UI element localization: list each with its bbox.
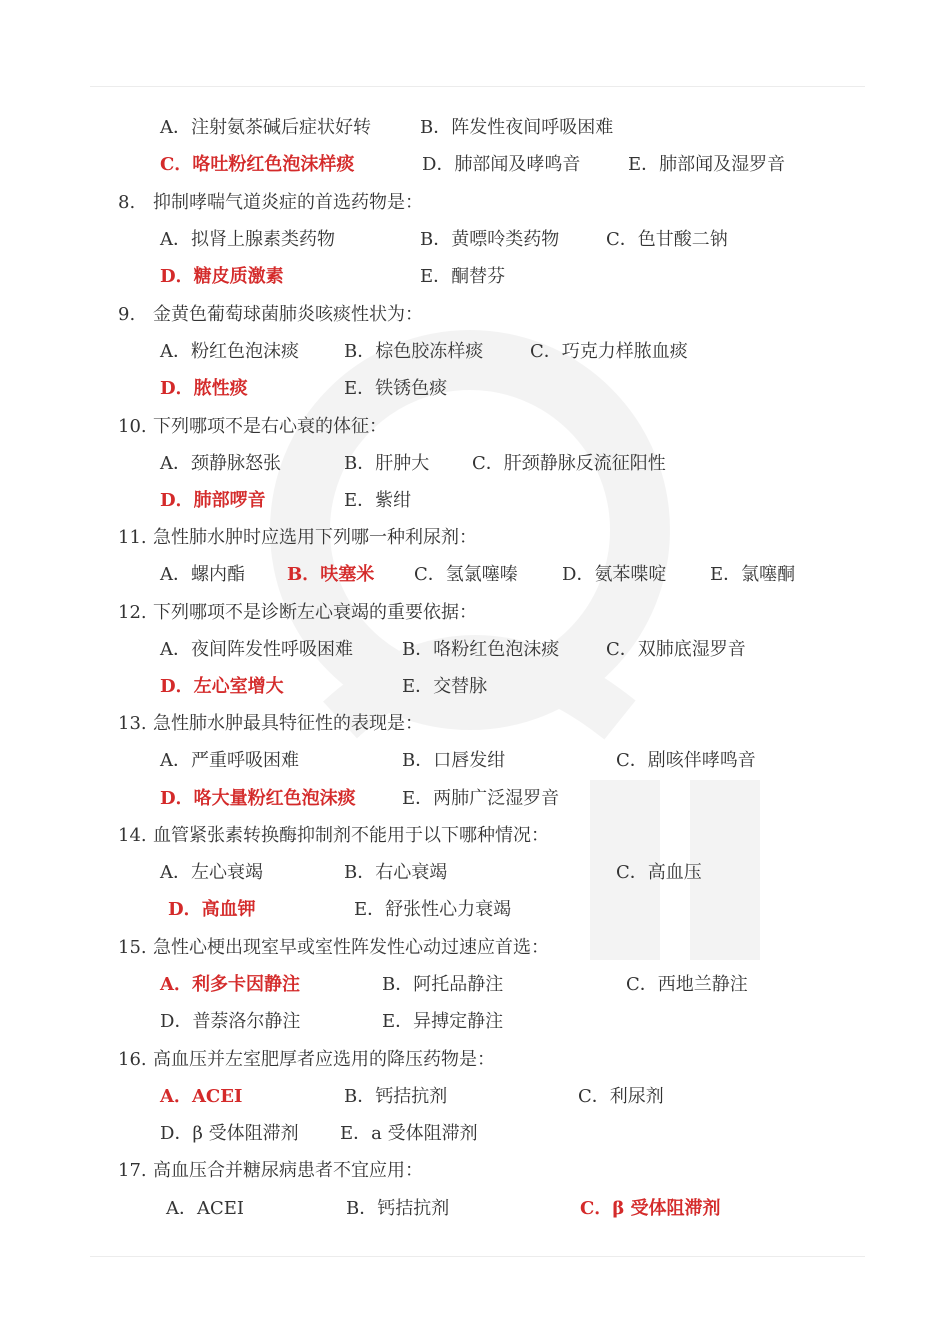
option-row	[0, 967, 950, 1003]
option-row	[0, 110, 950, 146]
answer-option: E．两肺广泛湿罗音	[402, 788, 560, 809]
correct-answer-option: A．ACEI	[160, 1086, 243, 1107]
option-text: ACEI	[197, 1198, 245, 1219]
option-text: 呋塞米	[320, 564, 375, 585]
option-letter: B	[402, 639, 416, 660]
answer-option: B．右心衰竭	[344, 862, 448, 883]
option-text: 注射氨茶碱后症状好转	[191, 117, 371, 138]
option-text: ACEI	[191, 1086, 243, 1107]
option-letter: A	[160, 453, 173, 474]
answer-option: E．异搏定静注	[382, 1011, 504, 1032]
question-row	[0, 297, 950, 333]
option-text: 肝颈静脉反流征阳性	[503, 453, 666, 474]
answer-option: C．西地兰静注	[626, 974, 748, 995]
answer-option: A．ACEI	[166, 1198, 245, 1219]
question-number: 10.	[118, 416, 147, 437]
option-text: β 受体阻滞剂	[192, 1123, 299, 1144]
option-text: 交替脉	[433, 676, 488, 697]
option-text: 口唇发绀	[433, 750, 506, 771]
option-row	[0, 222, 950, 258]
answer-option: B．钙拮抗剂	[346, 1198, 450, 1219]
option-text: 粉红色泡沫痰	[191, 341, 299, 362]
option-letter: E	[628, 154, 642, 175]
option-text: 钙拮抗剂	[377, 1198, 450, 1219]
option-letter: D	[160, 1011, 175, 1032]
option-text: 阵发性夜间呼吸困难	[451, 117, 614, 138]
option-text: 紫绀	[375, 490, 412, 511]
option-text: 利多卡因静注	[191, 974, 300, 995]
option-text: 右心衰竭	[375, 862, 448, 883]
option-letter: C	[606, 229, 620, 250]
option-text: 拟肾上腺素类药物	[191, 229, 335, 250]
option-letter: B	[382, 974, 396, 995]
answer-option: B．钙拮抗剂	[344, 1086, 448, 1107]
option-text: 棕色胶冻样痰	[375, 341, 484, 362]
option-row	[0, 781, 950, 817]
option-letter: B	[344, 862, 358, 883]
question-text: 急性肺水肿最具特征性的表现是：	[153, 713, 423, 734]
option-text: 脓性痰	[193, 378, 248, 399]
answer-option: A．螺内酯	[160, 564, 245, 585]
question-text: 下列哪项不是诊断左心衰竭的重要依据：	[153, 602, 477, 623]
option-letter: D	[168, 899, 184, 920]
correct-answer-option: D．糖皮质激素	[160, 266, 284, 287]
option-text: 螺内酯	[191, 564, 245, 585]
option-row	[0, 334, 950, 370]
question-number: 11.	[118, 527, 147, 548]
option-text: 利尿剂	[609, 1086, 664, 1107]
option-text: 颈静脉怒张	[191, 453, 281, 474]
option-row	[0, 855, 950, 891]
option-letter: A	[166, 1198, 179, 1219]
option-letter: D	[160, 490, 176, 511]
option-text: 钙拮抗剂	[375, 1086, 448, 1107]
option-letter: E	[382, 1011, 396, 1032]
option-letter: B	[402, 750, 416, 771]
option-letter: D	[160, 676, 176, 697]
option-text: 氨苯喋啶	[594, 564, 667, 585]
option-text: 咯粉红色泡沫痰	[433, 639, 560, 660]
option-text: 肝肿大	[375, 453, 430, 474]
option-text: 肺部闻及哮鸣音	[454, 154, 581, 175]
option-text: 异搏定静注	[413, 1011, 504, 1032]
question-number: 13.	[118, 713, 147, 734]
option-row	[0, 1191, 950, 1227]
option-letter: B	[287, 564, 303, 585]
answer-option: E．交替脉	[402, 676, 488, 697]
question-row	[0, 930, 950, 966]
correct-answer-option: D．肺部啰音	[160, 490, 266, 511]
option-letter: A	[160, 341, 173, 362]
answer-option: C．氢氯噻嗪	[414, 564, 518, 585]
option-letter: A	[160, 974, 174, 995]
option-letter: C	[530, 341, 544, 362]
option-text: 氢氯噻嗪	[445, 564, 518, 585]
option-text: 肺部啰音	[193, 490, 266, 511]
answer-option: C．巧克力样脓血痰	[530, 341, 688, 362]
option-text: 氯噻酮	[741, 564, 796, 585]
option-row	[0, 259, 950, 295]
bottom-divider	[90, 1256, 865, 1257]
question-row	[0, 409, 950, 445]
correct-answer-option: D．咯大量粉红色泡沫痰	[160, 788, 356, 809]
option-letter: A	[160, 117, 173, 138]
option-letter: A	[160, 639, 173, 660]
question-text: 高血压并左室肥厚者应选用的降压药物是：	[153, 1049, 495, 1070]
option-letter: E	[344, 378, 358, 399]
answer-option: E．铁锈色痰	[344, 378, 448, 399]
answer-option: E．舒张性心力衰竭	[354, 899, 512, 920]
option-text: 西地兰静注	[657, 974, 748, 995]
answer-option: A．粉红色泡沫痰	[160, 341, 299, 362]
question-text: 下列哪项不是右心衰的体征：	[153, 416, 387, 437]
option-text: 咯大量粉红色泡沫痰	[193, 788, 356, 809]
option-letter: E	[420, 266, 434, 287]
question-text: 急性心梗出现室早或室性阵发性心动过速应首选：	[153, 937, 549, 958]
question-number: 17.	[118, 1160, 147, 1181]
answer-option: B．咯粉红色泡沫痰	[402, 639, 560, 660]
option-letter: D	[160, 378, 176, 399]
option-letter: C	[616, 862, 630, 883]
answer-option: A．夜间阵发性呼吸困难	[160, 639, 353, 660]
option-row	[0, 743, 950, 779]
correct-answer-option: A．利多卡因静注	[160, 974, 300, 995]
answer-option: A．拟肾上腺素类药物	[160, 229, 335, 250]
answer-option: A．注射氨茶碱后症状好转	[160, 117, 371, 138]
option-letter: C	[472, 453, 486, 474]
option-row	[0, 632, 950, 668]
option-letter: E	[354, 899, 368, 920]
question-row	[0, 1042, 950, 1078]
option-letter: A	[160, 1086, 174, 1107]
option-text: β 受体阻滞剂	[612, 1198, 721, 1219]
option-letter: A	[160, 750, 173, 771]
option-text: 阿托品静注	[413, 974, 504, 995]
answer-option: C．双肺底湿罗音	[606, 639, 746, 660]
option-letter: A	[160, 564, 173, 585]
option-text: 高血钾	[201, 899, 256, 920]
question-text: 抑制哮喘气道炎症的首选药物是：	[153, 192, 423, 213]
option-text: 左心衰竭	[191, 862, 263, 883]
option-text: 舒张性心力衰竭	[385, 899, 512, 920]
option-row	[0, 1079, 950, 1115]
top-divider	[90, 86, 865, 87]
option-letter: E	[402, 788, 416, 809]
option-text: 糖皮质激素	[193, 266, 284, 287]
answer-option: C．利尿剂	[578, 1086, 664, 1107]
option-letter: C	[626, 974, 640, 995]
correct-answer-option: B．呋塞米	[287, 564, 375, 585]
answer-option: A．左心衰竭	[160, 862, 263, 883]
option-letter: D	[562, 564, 577, 585]
answer-option: D．氨苯喋啶	[562, 564, 667, 585]
option-letter: C	[616, 750, 630, 771]
question-row	[0, 818, 950, 854]
option-row	[0, 371, 950, 407]
answer-option: B．肝肿大	[344, 453, 430, 474]
answer-option: A．严重呼吸困难	[160, 750, 299, 771]
option-letter: B	[344, 453, 358, 474]
answer-option: C．剧咳伴哮鸣音	[616, 750, 756, 771]
option-letter: A	[160, 229, 173, 250]
answer-option: B．棕色胶冻样痰	[344, 341, 484, 362]
option-text: 剧咳伴哮鸣音	[647, 750, 756, 771]
answer-option: B．阵发性夜间呼吸困难	[420, 117, 614, 138]
answer-option: A．颈静脉怒张	[160, 453, 281, 474]
option-letter: C	[580, 1198, 595, 1219]
option-letter: B	[346, 1198, 360, 1219]
question-row	[0, 706, 950, 742]
option-text: 严重呼吸困难	[191, 750, 299, 771]
question-number: 14.	[118, 825, 147, 846]
question-number: 12.	[118, 602, 147, 623]
option-text: 夜间阵发性呼吸困难	[191, 639, 353, 660]
question-text: 急性肺水肿时应选用下列哪一种利尿剂：	[153, 527, 477, 548]
answer-option: D．肺部闻及哮鸣音	[422, 154, 581, 175]
correct-answer-option: D．脓性痰	[160, 378, 248, 399]
correct-answer-option: D．高血钾	[168, 899, 256, 920]
answer-option: D．β 受体阻滞剂	[160, 1123, 299, 1144]
answer-option: B．阿托品静注	[382, 974, 504, 995]
option-letter: B	[344, 341, 358, 362]
option-row	[0, 1004, 950, 1040]
option-letter: C	[414, 564, 428, 585]
question-text: 血管紧张素转换酶抑制剂不能用于以下哪种情况：	[153, 825, 549, 846]
option-text: 酮替芬	[451, 266, 506, 287]
question-text: 高血压合并糖尿病患者不宜应用：	[153, 1160, 423, 1181]
option-letter: E	[344, 490, 358, 511]
option-letter: C	[578, 1086, 592, 1107]
option-text: 普萘洛尔静注	[192, 1011, 301, 1032]
option-letter: B	[420, 229, 434, 250]
option-text: 黄嘌呤类药物	[451, 229, 560, 250]
correct-answer-option: C．β 受体阻滞剂	[580, 1198, 721, 1219]
option-text: 铁锈色痰	[375, 378, 448, 399]
option-text: 巧克力样脓血痰	[561, 341, 688, 362]
option-row	[0, 892, 950, 928]
option-letter: E	[710, 564, 724, 585]
question-number: 8.	[118, 192, 136, 213]
option-text: 双肺底湿罗音	[637, 639, 746, 660]
question-row	[0, 1153, 950, 1189]
option-text: 肺部闻及湿罗音	[659, 154, 786, 175]
answer-option: E．a 受体阻滞剂	[340, 1123, 478, 1144]
answer-option: B．口唇发绀	[402, 750, 506, 771]
question-number: 9.	[118, 304, 136, 325]
option-letter: B	[344, 1086, 358, 1107]
option-row	[0, 669, 950, 705]
correct-answer-option: C．咯吐粉红色泡沫样痰	[160, 154, 355, 175]
option-letter: D	[422, 154, 437, 175]
option-text: 左心室增大	[193, 676, 284, 697]
answer-option: C．高血压	[616, 862, 702, 883]
question-text: 金黄色葡萄球菌肺炎咳痰性状为：	[153, 304, 423, 325]
option-letter: D	[160, 1123, 175, 1144]
option-letter: B	[420, 117, 434, 138]
answer-option: C．色甘酸二钠	[606, 229, 728, 250]
answer-option: D．普萘洛尔静注	[160, 1011, 301, 1032]
question-number: 16.	[118, 1049, 147, 1070]
option-letter: E	[340, 1123, 354, 1144]
question-number: 15.	[118, 937, 147, 958]
question-row	[0, 185, 950, 221]
option-letter: D	[160, 788, 176, 809]
answer-option: C．肝颈静脉反流征阳性	[472, 453, 666, 474]
option-letter: D	[160, 266, 176, 287]
option-row	[0, 1116, 950, 1152]
question-row	[0, 595, 950, 631]
question-row	[0, 520, 950, 556]
correct-answer-option: D．左心室增大	[160, 676, 284, 697]
option-text: a 受体阻滞剂	[371, 1123, 478, 1144]
option-row	[0, 446, 950, 482]
option-row	[0, 483, 950, 519]
option-letter: A	[160, 862, 173, 883]
option-text: 高血压	[647, 862, 702, 883]
answer-option: B．黄嘌呤类药物	[420, 229, 560, 250]
option-letter: C	[160, 154, 175, 175]
answer-option: E．肺部闻及湿罗音	[628, 154, 786, 175]
option-text: 两肺广泛湿罗音	[433, 788, 560, 809]
option-letter: C	[606, 639, 620, 660]
option-row	[0, 147, 950, 183]
option-letter: E	[402, 676, 416, 697]
answer-option: E．紫绀	[344, 490, 412, 511]
answer-option: E．氯噻酮	[710, 564, 796, 585]
option-row	[0, 557, 950, 593]
option-text: 色甘酸二钠	[637, 229, 728, 250]
option-text: 咯吐粉红色泡沫样痰	[192, 154, 355, 175]
answer-option: E．酮替芬	[420, 266, 506, 287]
